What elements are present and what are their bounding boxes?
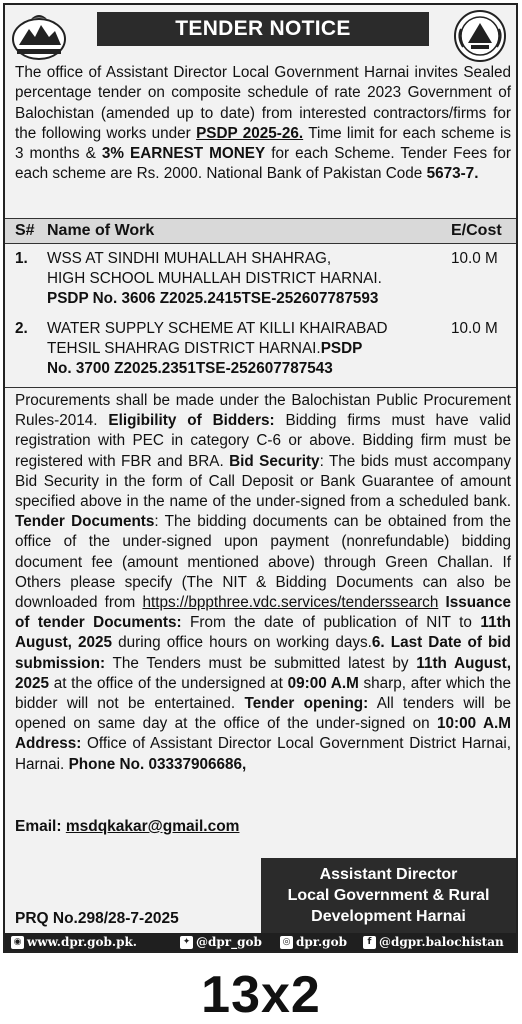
social-twitter[interactable]: ✦ @dpr_gob (180, 933, 262, 951)
column-header-work: Name of Work (47, 222, 155, 239)
column-header-cost: E/Cost (451, 222, 502, 239)
conditions-paragraph: Procurements shall be made under the Balochistan Public Procurement Rules-2014. Eligibility of Bidders: Bidding firms must have valid registration with PEC in category C-6 or above. Bidding firm must be registered with FBR and BRA. Bid Security: The bids must accompany Bid Security in the form of Call Deposit or Bank Guarantee of amount specified above in the name of the under-signed from a scheduled bank. Tender Documents: The bidding documents can be obtained from the office of the under-signed upon payment (nonrefundable) bidding document fee (amount mentioned above) through Green Challan. If Others please specify (The NIT & Bidding Documents can also be downloaded from https://bppthree.vdc.services/tenderssearch Issuance of tender Documents: From the date of publication of NIT to 11th August, 2025 during office hours on working days.6. Last Date of bid submission: The Tenders must be submitted latest by 11th August, 2025 at the office of the undersigned at 09:00 A.M sharp, after which the bidder will not be entertained. Tender opening: All tenders will be opened on same day at the office of the under-signed on 10:00 A.M Address: Office of Assistant Director Local Government District Harnai, Harnai. Phone No. 03337906686, (15, 392, 512, 773)
facebook-icon: f (363, 936, 376, 949)
twitter-icon: ✦ (180, 936, 193, 949)
works-table-header (5, 218, 516, 244)
social-facebook[interactable]: f @dgpr.balochistan (363, 933, 504, 951)
estimated-cost: 10.0 M (451, 250, 498, 267)
tender-notice: TENDER NOTICE The office of Assistant Director Local Government Harnai invites Sealed percentage tender on composite schedule of rate 2023 Government of Balochistan (amended up to date) from interested contractors/firms for the following works under PSDP 2025-26. Time limit for each scheme is 3 months & 3% EARNEST MONEY for each Scheme. Tender Fees for each scheme are Rs. 2000. National Bank of Pakistan Code 5673-7. S# Name of Work E/Cost 1. WSS AT SINDHI MUHALLAH SHAHRAG, HIGH SCHOOL MUHALLAH DISTRICT HARNAI. PSDP No. 3606 Z2025.2415TSE-252607787593 10.0 M 2. WATER SUPPLY SCHEME AT KILLI KHAIRABAD TEHSIL SHAHRAG DISTRICT HARNAI.PSDP No. 3700 Z2025.2351TSE-252607787543 10.0 M Procurements shall be made under the Balochistan Public Procurement Rules-2014. Eligibility of Bidders: Bidding firms must have valid registration with PEC in category C-6 or above. Bidding firm must be registered with FBR and BRA. Bid Security: The bids must accompany Bid Security in the form of Call Deposit or Bank Guarantee of amount specified above in the name of the under-signed from a scheduled bank. Tender Documents: The bidding documents can be obtained from the office of the under-signed upon payment (nonrefundable) bidding document fee (amount mentioned above) through Green Challan. If Others please specify (The NIT & Bidding Documents can also be downloaded from https://bppthree.vdc.services/tenderssearch Issuance of tender Documents: From the date of publication of NIT to 11th August, 2025 during office hours on working days.6. Last Date of bid submission: The Tenders must be submitted latest by 11th August, 2025 at the office of the undersigned at 09:00 A.M sharp, after which the bidder will not be entertained. Tender opening: All tenders will be opened on same day at the office of the under-signed on 10:00 A.M Address: Office of Assistant Director Local Government District Harnai, Harnai. Phone No. 03337906686, Email: msdqkakar@gmail.com Assistant Director Local Government & Rural Development Harnai PRQ No.298/28-7-2025 ◉ www.dpr.gob.pk. ✦ @dpr_gob ◎ dpr.gob f @dgpr.balochistan (3, 3, 518, 953)
estimated-cost: 10.0 M (451, 320, 498, 337)
email-link[interactable]: msdqkakar@gmail.com (65, 818, 240, 835)
social-web[interactable]: ◉ www.dpr.gob.pk. (11, 933, 137, 951)
intro-paragraph: The office of Assistant Director Local Government Harnai invites Sealed percentage tender on composite schedule of rate 2023 Government of Balochistan (amended up to date) from interested contractors/firms for the following works under PSDP 2025-26. Time limit for each scheme is 3 months & 3% EARNEST MONEY for each Scheme. Tender Fees for each scheme are Rs. 2000. National Bank of Pakistan Code 5673-7. (15, 64, 512, 183)
work-name: WATER SUPPLY SCHEME AT KILLI KHAIRABAD TEHSIL SHAHRAG DISTRICT HARNAI.PSDP No. 3700 Z2025.2351TSE-252607787543 (47, 320, 388, 377)
section-divider (5, 387, 516, 388)
signature-block: Assistant Director Local Government & Rural Development Harnai (261, 858, 516, 933)
social-bar (5, 933, 516, 951)
page-title: TENDER NOTICE (97, 12, 429, 46)
ad-size-label: 13x2 (201, 966, 321, 1024)
prq-number: PRQ No.298/28-7-2025 (15, 910, 179, 927)
email-line: Email: msdqkakar@gmail.com (15, 818, 240, 835)
globe-icon: ◉ (11, 936, 24, 949)
instagram-icon: ◎ (280, 936, 293, 949)
work-name: WSS AT SINDHI MUHALLAH SHAHRAG, HIGH SCHOOL MUHALLAH DISTRICT HARNAI. PSDP No. 3606 Z2025.2415TSE-252607787593 (47, 250, 382, 307)
header (5, 5, 516, 65)
column-header-sno: S# (15, 222, 35, 239)
government-seal-logo (451, 9, 509, 63)
district-emblem-logo (11, 9, 67, 61)
social-instagram[interactable]: ◎ dpr.gob (280, 933, 347, 951)
tender-search-link[interactable]: https://bppthree.vdc.services/tenderssearch (142, 594, 439, 612)
